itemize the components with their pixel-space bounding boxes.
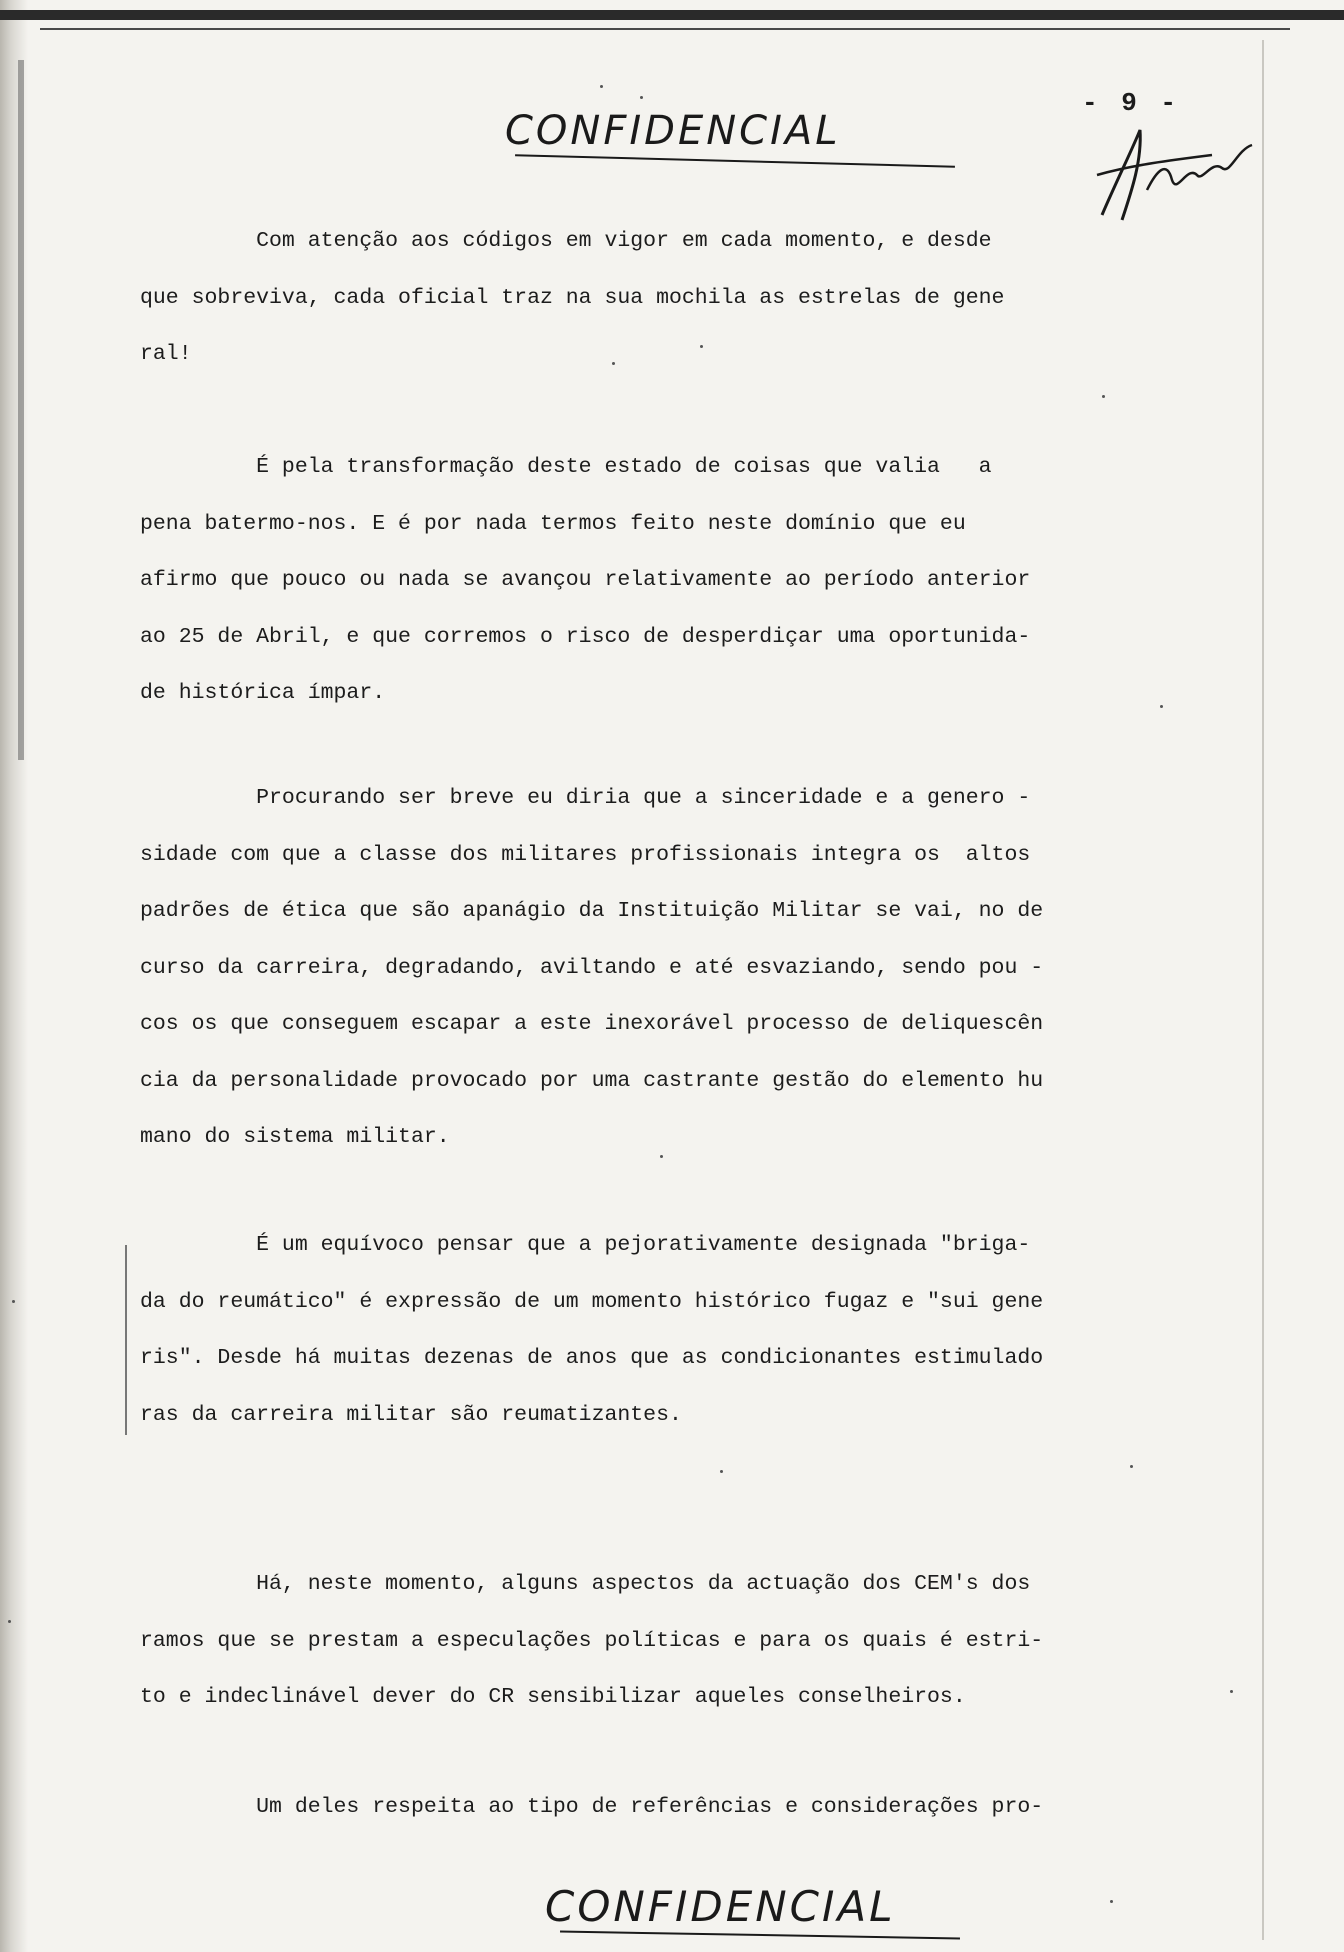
scan-speck [720,1470,723,1473]
paragraph-3 [140,770,1270,1166]
text-line: É um equívoco pensar que a pejorativamente designada "briga- [140,1233,1031,1257]
text-line: ris". Desde há muitas dezenas de anos que as condicionantes estimulado [140,1346,1044,1370]
scan-speck [612,362,615,365]
text-line: de histórica ímpar. [140,681,386,705]
text-line: ramos que se prestam a especulações políticas e para os quais é estri- [140,1628,1044,1653]
scan-speck [1110,1900,1113,1903]
text-line: pena batermo-nos. E é por nada termos feito neste domínio que eu [140,511,966,536]
text-line: que sobreviva, cada oficial traz na sua mochila as estrelas de gene [140,285,1005,310]
text-line: afirmo que pouco ou nada se avançou relativamente ao período anterior [140,568,1031,592]
text-line: ao 25 de Abril, e que corremos o risco de desperdiçar uma oportunida- [140,624,1031,649]
text-line: Há, neste momento, alguns aspectos da actuação dos CEM's dos [140,1572,1031,1596]
scan-speck [660,1155,663,1158]
scan-speck [700,345,703,348]
text-line: da do reumático" é expressão de um momento histórico fugaz e "sui gene [140,1289,1044,1314]
paragraph-1 [140,213,1270,383]
text-line: Com atenção aos códigos em vigor em cada momento, e desde [140,229,992,253]
text-line: É pela transformação deste estado de coisas que valia a [140,455,992,479]
margin-mark [125,1245,127,1435]
paragraph-4 [140,1217,1270,1443]
scan-speck [1102,395,1105,398]
confidential-stamp-footer: CONFIDENCIAL [545,1882,896,1931]
text-line: sidade com que a classe dos militares profissionais integra os altos [140,842,1031,867]
page-number: - 9 - [1082,88,1181,118]
top-rule-thin [40,28,1290,30]
text-line: Procurando ser breve eu diria que a sinceridade e a genero - [140,786,1031,810]
scan-speck [1230,1690,1233,1693]
confidential-stamp-header: CONFIDENCIAL [505,108,841,154]
header-stamp-underline [515,154,955,168]
footer-stamp-underline [560,1931,960,1940]
text-line: mano do sistema militar. [140,1125,450,1149]
scan-speck [8,1620,11,1623]
text-line: padrões de ética que são apanágio da Instituição Militar se vai, no de [140,899,1044,923]
scan-speck [600,85,603,88]
text-line: ral! [140,342,192,366]
top-rule [0,10,1344,20]
paragraph-6 [140,1779,1270,1836]
scan-speck [12,1300,15,1303]
scan-speck [1130,1465,1133,1468]
text-line: curso da carreira, degradando, aviltando e até esvaziando, sendo pou - [140,955,1044,980]
text-line: ras da carreira militar são reumatizantes. [140,1402,682,1427]
scan-speck [1160,705,1163,708]
text-line: to e indeclinável dever do CR sensibilizar aqueles conselheiros. [140,1685,966,1709]
text-line: cia da personalidade provocado por uma castrante gestão do elemento hu [140,1068,1044,1093]
text-line: Um deles respeita ao tipo de referências e considerações pro- [140,1795,1044,1819]
binding-edge [18,60,24,760]
scan-speck [640,96,643,99]
text-line: cos os que conseguem escapar a este inexorável processo de deliquescên [140,1012,1044,1036]
paragraph-5 [140,1556,1270,1726]
paragraph-2 [140,439,1270,722]
